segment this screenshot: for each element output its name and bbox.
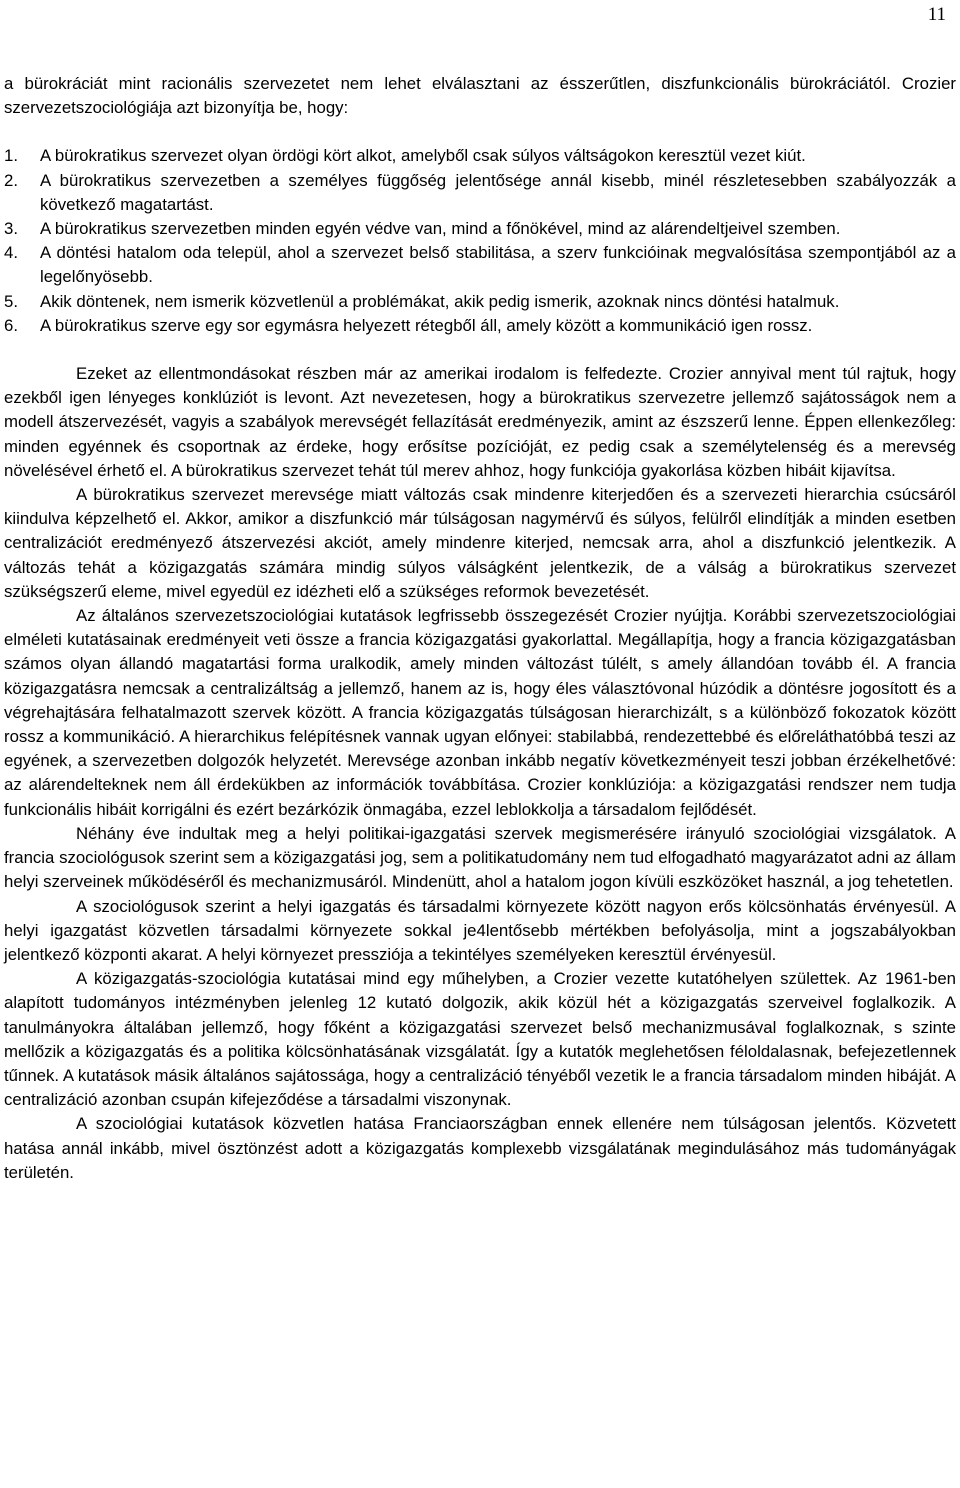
list-item-text: Akik döntenek, nem ismerik közvetlenül a problémákat, akik pedig ismerik, azoknak nincs döntési hatalmuk. (40, 291, 840, 311)
document-body (4, 72, 956, 1185)
body-paragraph: A szociológiai kutatások közvetlen hatása Franciaországban ennek ellenére nem túlságosan jelentős. Közvetett hatása annál inkább, mivel ösztönzést adott a közigazgatás komplexebb vizsgálatának megindulásához más tudományágak területén. (4, 1114, 956, 1182)
body-paragraph: Az általános szervezetszociológiai kutatások legfrissebb összegezését Crozier nyújtja. Korábbi szervezetszociológiai elméleti kutatásainak eredményeit veti össze a francia közigazgatási gyakorlattal. Megállapítja, hogy a francia közigazgatásban számos olyan állandó magatartási forma uralkodik, amely minden változást túlélt, s amely állandóan tovább él. A francia közigazgatásra nemcsak a centralizáltság a jellemző, hanem az is, hogy éles választóvonal húzódik a döntésre jogosított és a végrehajtására felhatalmazott szervek között. A francia közigazgatás túlságosan hierarchizált, s a különböző fokozatok között rossz a kommunikáció. A hierarchikus felépítésnek vannak ugyan előnyei: stabilabbá, rendezettebbé és előreláthatóbbá teszi az egyének, a szervezetben dolgozók helyzetét. Merevsége azonban inkább negatív következményeit teszi jobban érzékelhetővé: az alárendelteknek nem áll érdekükben az információk továbbítása. Crozier konklúziója: a közigazgatási rendszer nem tudja funkcionális hibáit korrigálni és ezért bezárkózik önmagába, ezzel leblokkolja a társadalom fejlődését. (4, 606, 956, 819)
list-item (4, 314, 956, 338)
list-item-number: 3. (4, 219, 18, 239)
list-item-text: A bürokratikus szerve egy sor egymásra helyezett rétegből áll, amely között a kommunikáció igen rossz. (40, 315, 813, 335)
list-item-text: A bürokratikus szervezet olyan ördögi kört alkot, amelyből csak súlyos váltságokon keresztül vezet kiút. (40, 146, 806, 166)
body-paragraph: Néhány éve indultak meg a helyi politikai-igazgatási szervek megismerésére irányuló szociológiai vizsgálatok. A francia szociológusok szerint sem a közigazgatási jog, sem a politikatudomány nem tud elfogadható magyarázatot adni az állam helyi szerveinek működéséről és mechanizmusáról. Mindenütt, ahol a hatalom jogon kívüli eszközöket használ, a jog tehetetlen. (4, 823, 956, 892)
body-paragraph: A szociológusok szerint a helyi igazgatás és társadalmi környezete között nagyon erős kölcsönhatás érvényesül. A helyi igazgatást közvetlen társadalmi környezete sokkal je4lentősebb mértékben befolyásolja, mint a jogszabályokban jelentkező központi akarat. A helyi környezet pressziója a tekintélyes személyeken keresztül érvényesül. (4, 896, 956, 964)
list-item-text: A bürokratikus szervezetben minden egyén védve van, mind a főnökével, mind az alárendeltjeivel szemben. (40, 219, 841, 239)
list-item (4, 217, 956, 241)
list-item-text: A bürokratikus szervezetben a személyes függőség jelentősége annál kisebb, minél részletesebben szabályozzák a következő magatartást. (40, 170, 956, 214)
list-item (4, 144, 956, 168)
numbered-list (4, 144, 956, 338)
list-item (4, 169, 956, 217)
list-item (4, 290, 956, 314)
list-item-number: 1. (4, 146, 18, 166)
body-paragraph: A közigazgatás-szociológia kutatásai mind egy műhelyben, a Crozier vezette kutatóhelyen születtek. Az 1961-ben alapított tudományos intézményben jelenleg 12 kutató dolgozik, akik közül hét a közigazgatás szerveivel foglalkozik. A tanulmányokra általában jellemző, hogy főként a közigazgatási szervezet belső mechanizmusával foglalkoznak, s szinte mellőzik a közigazgatás és a politika kölcsönhatásának vizsgálatát. Így a kutatók meglehetősen féloldalasnak, befejezetlennek tűnnek. A kutatások másik általános sajátossága, hogy a centralizáció tényéből vezetik le a francia társadalom minden hibáját. A centralizáció azonban csupán kifejeződése a társadalmi viszonynak. (4, 969, 956, 1110)
list-item (4, 241, 956, 289)
list-item-number: 6. (4, 315, 18, 335)
intro-paragraph: a bürokráciát mint racionális szervezetet nem lehet elválasztani az ésszerűtlen, diszfunkcionális bürokráciától. Crozier szervezetszociológiája azt bizonyítja be, hogy: (4, 74, 956, 118)
list-item-number: 4. (4, 243, 18, 263)
list-item-text: A döntési hatalom oda települ, ahol a szervezet belső stabilitása, a szerv funkcióinak megvalósítása szempontjából az a legelőnyösebb. (40, 243, 956, 287)
body-paragraph: Ezeket az ellentmondásokat részben már az amerikai irodalom is felfedezte. Crozier annyival ment túl rajtuk, hogy ezekből igen lényeges konklúziót is levont. Azt nevezetesen, hogy a bürokratikus szervezetre jellemző sajátosságok nem a modell átszervezését, vagyis a szabályok merevségét fellazítását eredményezik, amint az észszerű lenne. Éppen ellenkezőleg: minden egyénnek és csoportnak az érdeke, hogy erősítse pozícióját, ez pedig csak a személytelenség és a merevség növelésével érhető el. A bürokratikus szervezet tehát túl merev ahhoz, hogy funkciója gyakorlása közben hibáit kijavítsa. (4, 364, 956, 480)
body-paragraph: A bürokratikus szervezet merevsége miatt változás csak mindenre kiterjedően és a szervezeti hierarchia csúcsáról kiindulva képzelhető el. Akkor, amikor a diszfunkció már túlságosan nagymérvű és súlyos, felülről elindítják a minden esetben centralizációt eredményező átszervezési akciót, amely mindenre kiterjed, nemcsak arra, ahol a diszfunkció jelentkezik. A változás tehát a közigazgatás számára mindig súlyos válságként jelentkezik, de a válság a bürokratikus szervezet szükségszerű eleme, mivel egyedül ez idézheti elő a szükséges reformok bevezetését. (4, 485, 956, 601)
page-number: 11 (927, 4, 946, 25)
list-item-number: 5. (4, 291, 18, 311)
list-item-number: 2. (4, 170, 18, 190)
